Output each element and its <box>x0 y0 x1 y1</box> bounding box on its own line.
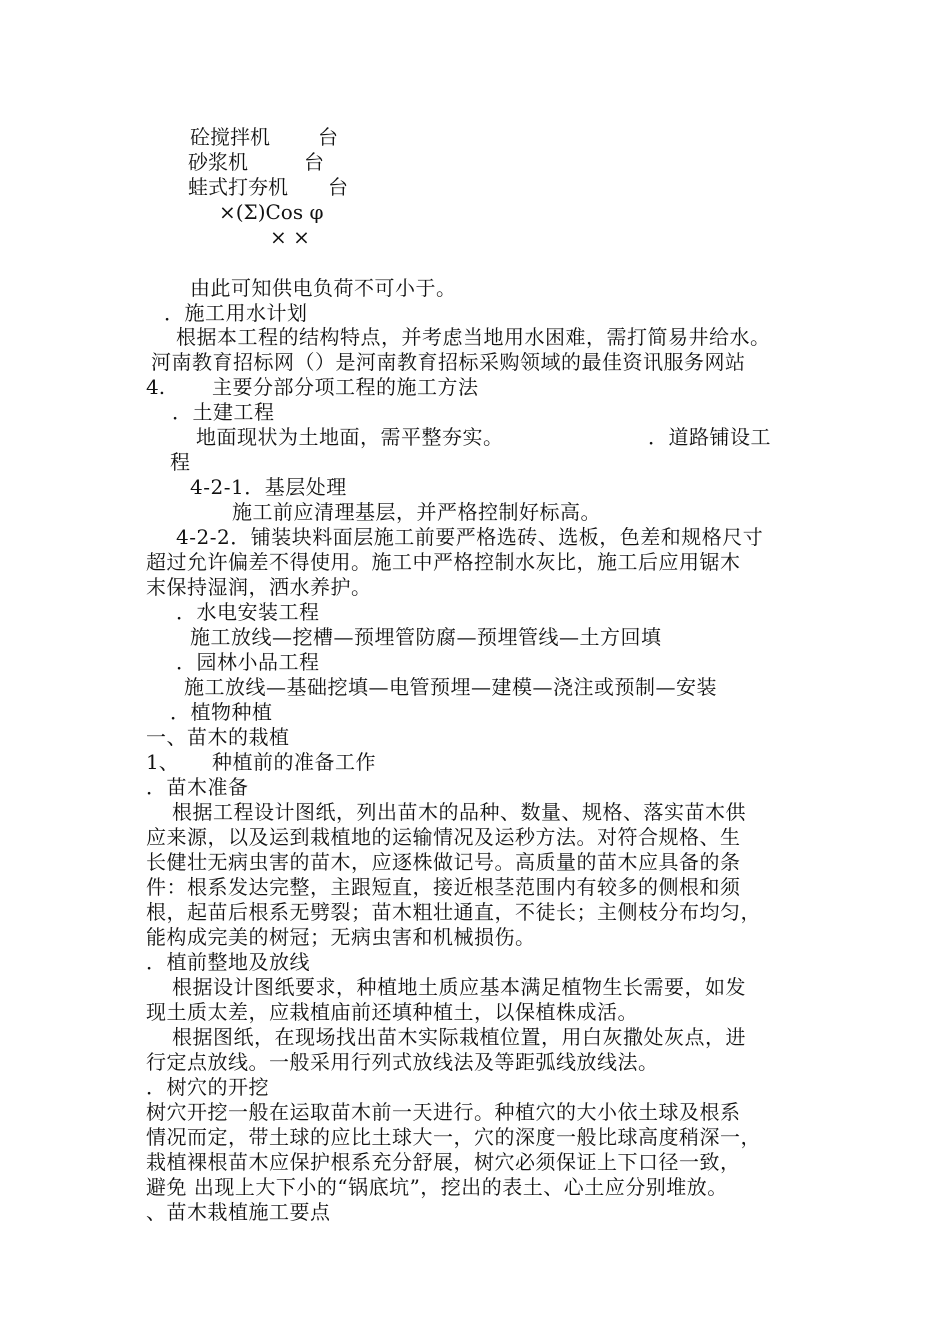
section-heading: ．土建工程 <box>172 400 275 424</box>
section-heading: ．苗木准备 <box>146 775 249 799</box>
section-heading: ．树穴的开挖 <box>146 1075 269 1099</box>
body-text: 地面现状为土地面，需平整夯实。 <box>196 425 504 449</box>
body-text: 施工放线—挖槽—预埋管防腐—预埋管线—土方回填 <box>190 625 662 649</box>
body-text: 根据图纸，在现场找出苗木实际栽植位置，用白灰撒处灰点，进 <box>172 1025 746 1049</box>
body-text: 超过允许偏差不得使用。施工中严格控制水灰比，施工后应用锯木 <box>146 550 741 574</box>
body-text: 栽植裸根苗木应保护根系充分舒展，树穴必须保证上下口径一致， <box>146 1150 741 1174</box>
section-number: 1、 <box>146 750 179 774</box>
equipment-name: 砼搅拌机 <box>190 125 270 149</box>
body-text: 现土质太差，应栽植庙前还填种植土，以保植株成活。 <box>146 1000 638 1024</box>
body-text: 行定点放线。一般采用行列式放线法及等距弧线放线法。 <box>146 1050 659 1074</box>
equipment-unit: 台 <box>318 125 338 149</box>
formula-line: × × <box>270 225 310 249</box>
body-text: 由此可知供电负荷不可小于。 <box>190 276 457 300</box>
body-text: 4-2-2．铺装块料面层施工前要严格选砖、选板，色差和规格尺寸 <box>176 525 764 549</box>
body-text: 根据工程设计图纸，列出苗木的品种、数量、规格、落实苗木供 <box>172 800 746 824</box>
body-text: 河南教育招标网（）是河南教育招标采购领域的最佳资讯服务网站 <box>151 350 746 374</box>
section-heading: 、苗木栽植施工要点 <box>146 1200 331 1224</box>
body-text: 应来源，以及运到栽植地的运输情况及运秒方法。对符合规格、生 <box>146 825 741 849</box>
body-text: 施工放线—基础挖填—电管预埋—建模—浇注或预制—安装 <box>184 675 717 699</box>
body-text: 件：根系发达完整，主跟短直，接近根茎范围内有较多的侧根和须 <box>146 875 741 899</box>
section-heading: ．水电安装工程 <box>176 600 320 624</box>
section-number: 4. <box>146 375 166 399</box>
section-title: 主要分部分项工程的施工方法 <box>212 375 479 399</box>
section-title: 种植前的准备工作 <box>212 750 376 774</box>
section-heading: ．园林小品工程 <box>176 650 320 674</box>
equipment-name: 蛙式打夯机 <box>188 175 288 199</box>
equipment-unit: 台 <box>304 150 324 174</box>
section-heading: 程 <box>170 450 191 474</box>
body-text: 长健壮无病虫害的苗木，应逐株做记号。高质量的苗木应具备的条 <box>146 850 741 874</box>
body-text: 末保持湿润，洒水养护。 <box>146 575 372 599</box>
equipment-unit: 台 <box>328 175 348 199</box>
body-text: 根据本工程的结构特点，并考虑当地用水困难，需打简易井给水。 <box>176 325 771 349</box>
formula-line: ×(Σ)Cos φ <box>219 200 324 224</box>
body-text: 根，起苗后根系无劈裂；苗木粗壮通直，不徒长；主侧枝分布均匀， <box>146 900 761 924</box>
body-text: 树穴开挖一般在运取苗木前一天进行。种植穴的大小依土球及根系 <box>146 1100 741 1124</box>
section-heading: 一、苗木的栽植 <box>146 725 290 749</box>
section-heading: ．植物种植 <box>170 700 273 724</box>
body-text: 情况而定，带土球的应比土球大一，穴的深度一般比球高度稍深一， <box>146 1125 761 1149</box>
body-text: 施工前应清理基层，并严格控制好标高。 <box>232 500 601 524</box>
body-text: 能构成完美的树冠；无病虫害和机械损伤。 <box>146 925 536 949</box>
section-heading: ．植前整地及放线 <box>146 950 310 974</box>
subsection-heading: 4-2-1．基层处理 <box>190 475 347 499</box>
section-heading: ．道路铺设工 <box>648 425 771 449</box>
body-text: 避免 出现上大下小的“锅底坑”，挖出的表土、心土应分别堆放。 <box>146 1175 728 1199</box>
body-text: 根据设计图纸要求，种植地土质应基本满足植物生长需要，如发 <box>172 975 746 999</box>
section-heading: ．施工用水计划 <box>164 301 308 325</box>
equipment-name: 砂浆机 <box>188 150 248 174</box>
